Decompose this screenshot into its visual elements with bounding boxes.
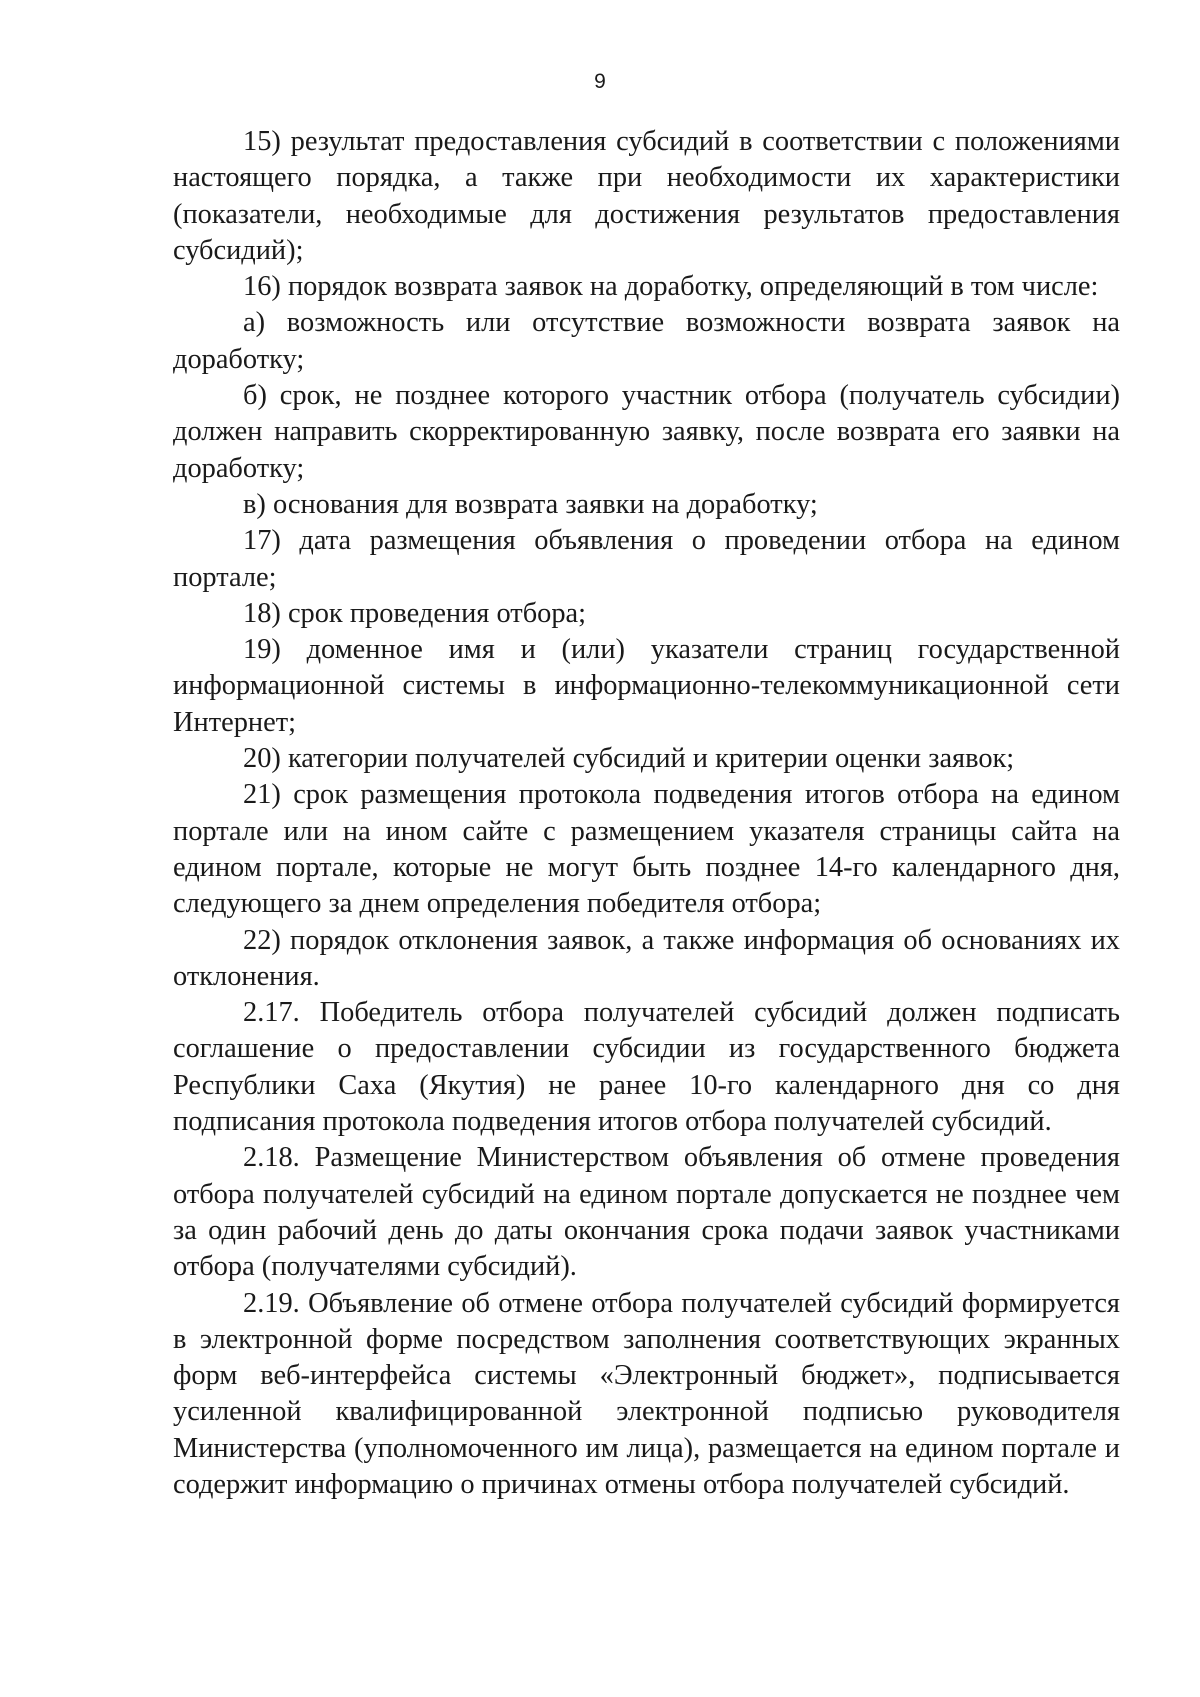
paragraph-section-2-17: 2.17. Победитель отбора получателей субсидий должен подписать соглашение о предоставлении субсидии из государственного бюджета Республики Саха (Якутия) не ранее 10-го календарного дня со дня подписания протокола подведения итогов отбора получателей субсидий. <box>173 997 1120 1138</box>
paragraph-item-19: 19) доменное имя и (или) указатели страниц государственной информационной системы в информационно-телекоммуникационной сети Интернет; <box>173 634 1120 738</box>
page-number: 9 <box>594 70 606 93</box>
paragraph-item-18: 18) срок проведения отбора; <box>243 597 587 629</box>
paragraph-item-15: 15) результат предоставления субсидий в соответствии с положениями настоящего порядка, а также при необходимости их характеристики (показатели, необходимые для достижения результатов предоставления субсидий); <box>173 126 1120 266</box>
paragraph-subitem-b: б) срок, не позднее которого участник отбора (получатель субсидии) должен направить скорректированную заявку, после возврата его заявки на доработку; <box>173 380 1120 484</box>
paragraph-section-2-19: 2.19. Объявление об отмене отбора получателей субсидий формируется в электронной форме посредством заполнения соответствующих экранных форм веб-интерфейса системы «Электронный бюджет», подписывается усиленной квалифицированной электронной подписью руководителя Министерства (уполномоченного им лица), размещается на едином портале и содержит информацию о причинах отмены отбора получателей субсидий. <box>173 1287 1120 1500</box>
paragraph-subitem-v: в) основания для возврата заявки на доработку; <box>243 488 818 520</box>
paragraph-section-2-18: 2.18. Размещение Министерством объявления об отмене проведения отбора получателей субсидий на едином портале допускается не позднее чем за один рабочий день до даты окончания срока подачи заявок участниками отбора (получателями субсидий). <box>173 1142 1120 1283</box>
paragraph-item-20: 20) категории получателей субсидий и критерии оценки заявок; <box>243 743 1015 775</box>
document-body <box>173 124 1120 1503</box>
paragraph-item-16: 16) порядок возврата заявок на доработку, определяющий в том числе: <box>243 271 1099 303</box>
paragraph-item-17: 17) дата размещения объявления о проведении отбора на едином портале; <box>173 525 1120 593</box>
paragraph-subitem-a: а) возможность или отсутствие возможности возврата заявок на доработку; <box>173 307 1120 375</box>
paragraph-item-22: 22) порядок отклонения заявок, а также информация об основаниях их отклонения. <box>173 924 1120 992</box>
paragraph-item-21: 21) срок размещения протокола подведения итогов отбора на едином портале или на ином сайте с размещением указателя страницы сайта на едином портале, которые не могут быть позднее 14-го календарного дня, следующего за днем определения победителя отбора; <box>173 779 1120 920</box>
